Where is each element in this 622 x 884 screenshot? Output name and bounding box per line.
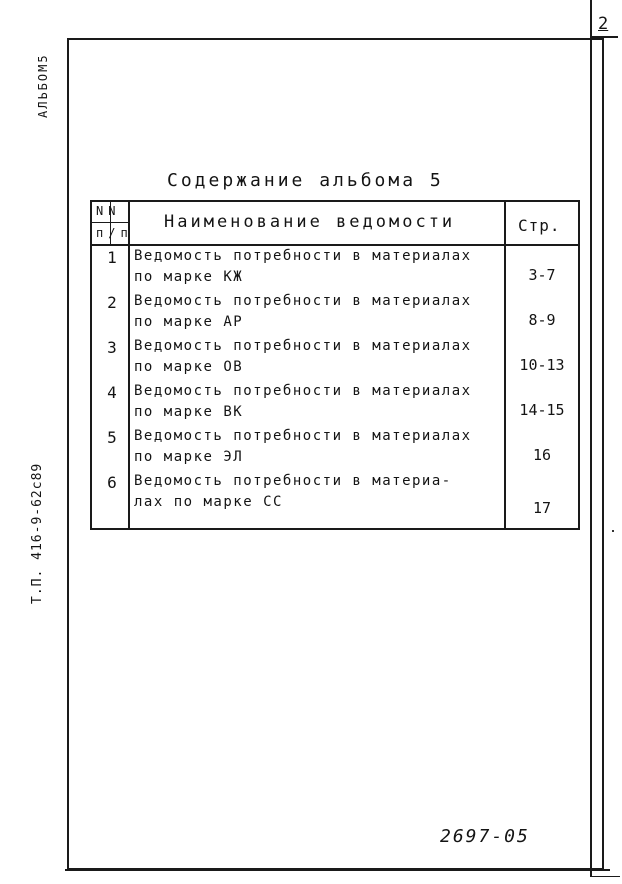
row-number: 3 [107, 338, 117, 357]
row-number: 2 [107, 293, 117, 312]
sheet-number: 2 [598, 14, 609, 34]
row-number: 4 [107, 383, 117, 402]
table-row [92, 426, 578, 471]
row-name-line1: Ведомость потребности в материалах [134, 428, 472, 444]
row-name-line2: по марке АР [134, 314, 244, 330]
project-code-side-label: Т.П. 416-9-62с89 [30, 462, 45, 604]
row-page: 8-9 [528, 311, 556, 329]
row-name-line2: лах по марке СС [134, 494, 283, 510]
row-page: 17 [532, 499, 552, 517]
row-name-line1: Ведомость потребности в материалах [134, 383, 472, 399]
row-number: 1 [107, 248, 117, 267]
row-name-line2: по марке ЭЛ [134, 449, 244, 465]
row-name-line1: Ведомость потребности в материа- [134, 473, 452, 489]
header-page: Стр. [518, 216, 561, 235]
row-name-line2: по марке ОВ [134, 359, 244, 375]
header-name: Наименование ведомости [164, 212, 456, 232]
table-row [92, 246, 578, 291]
row-name-line1: Ведомость потребности в материалах [134, 248, 472, 264]
row-name-line1: Ведомость потребности в материалах [134, 293, 472, 309]
row-name-line1: Ведомость потребности в материалах [134, 338, 472, 354]
bottom-frame-line [65, 869, 610, 871]
row-number: 6 [107, 473, 117, 492]
header-nn: NN [96, 204, 121, 218]
table-row [92, 336, 578, 381]
row-name-line2: по марке ВК [134, 404, 244, 420]
page-title: Содержание альбома 5 [167, 170, 444, 191]
document-number: 2697-05 [440, 826, 530, 847]
row-page: 16 [532, 446, 552, 464]
table-row [92, 471, 578, 516]
scan-speck [612, 530, 614, 532]
row-page: 14-15 [519, 401, 565, 419]
contents-table [90, 200, 580, 530]
album-side-label: АЛЬБОМ5 [36, 53, 50, 118]
row-number: 5 [107, 428, 117, 447]
row-page: 10-13 [519, 356, 565, 374]
row-page: 3-7 [528, 266, 556, 284]
header-pp: п/п [96, 226, 133, 240]
table-row [92, 381, 578, 426]
row-name-line2: по марке КЖ [134, 269, 244, 285]
table-row [92, 291, 578, 336]
